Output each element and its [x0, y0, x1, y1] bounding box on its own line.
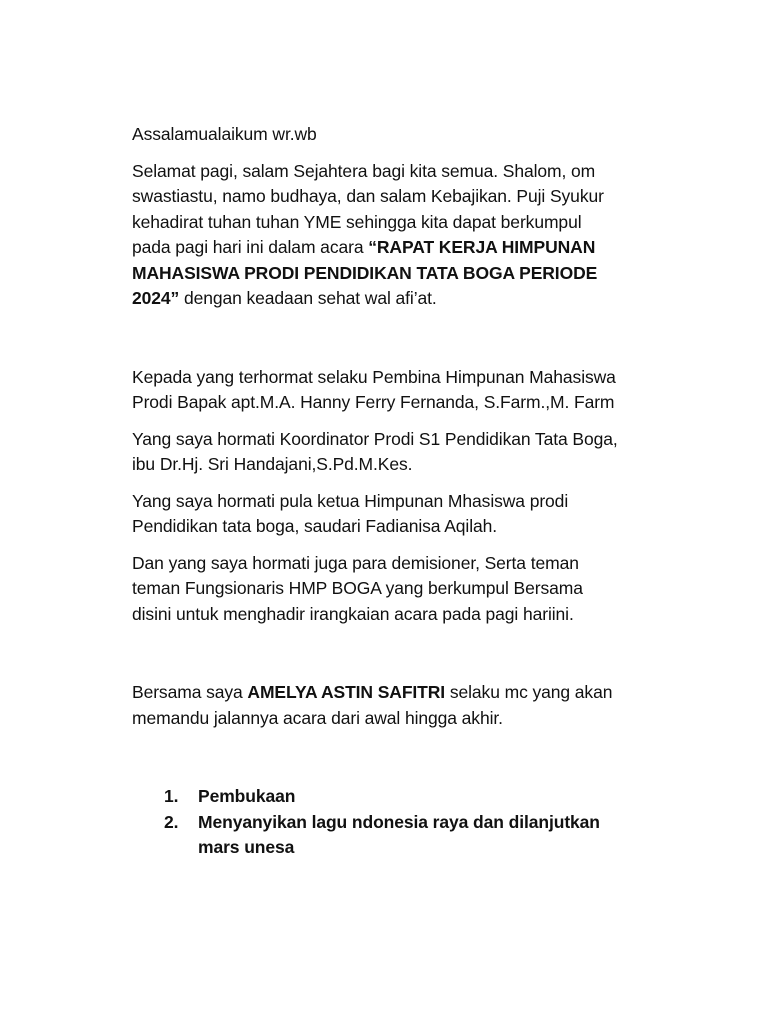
- agenda-number: 2.: [164, 811, 179, 832]
- opening-text-after: dengan keadaan sehat wal afi’at.: [179, 288, 437, 308]
- respect-paragraph-ketua: Yang saya hormati pula ketua Himpunan Mhasiswa prodi Pendidikan tata boga, saudari Fadianisa Aqilah.: [132, 490, 569, 536]
- mc-paragraph: [132, 680, 622, 731]
- event-name: “RAPAT KERJA HIMPUNAN MAHASISWA PRODI PENDIDIKAN TATA BOGA PERIODE 2024”: [132, 237, 598, 308]
- agenda-list: [132, 784, 622, 861]
- opening-paragraph: [132, 159, 622, 312]
- greeting: Assalamualaikum wr.wb: [132, 124, 317, 144]
- mc-text-before: Bersama saya: [132, 682, 248, 702]
- agenda-item: [132, 784, 622, 810]
- respect-paragraph-pembina: Kepada yang terhormat selaku Pembina Himpunan Mahasiswa Prodi Bapak apt.M.A. Hanny Ferry Fernanda, S.Farm.,M. Farm: [132, 366, 616, 412]
- opening-text-before: Selamat pagi, salam Sejahtera bagi kita semua. Shalom, om swastiastu, namo budhaya, dan salam Kebajikan. Puji Syukur kehadirat tuhan tuhan YME sehingga kita dapat berkumpul pada pagi hari ini dalam acara: [132, 160, 604, 257]
- agenda-text: Pembukaan: [198, 786, 296, 806]
- agenda-item: [132, 810, 622, 861]
- mc-text-after: selaku mc yang akan memandu jalannya acara dari awal hingga akhir.: [132, 682, 613, 728]
- mc-name: AMELYA ASTIN SAFITRI: [247, 682, 446, 702]
- document-page: [132, 122, 622, 861]
- agenda-text: Menyanyikan lagu ndonesia raya dan dilanjutkan mars unesa: [198, 811, 600, 857]
- respect-paragraph-demisioner: Dan yang saya hormati juga para demisioner, Serta teman teman Fungsionaris HMP BOGA yang berkumpul Bersama disini untuk menghadir irangkaian acara pada pagi hariini.: [132, 552, 583, 624]
- agenda-number: 1.: [164, 786, 179, 806]
- respect-paragraph-koordinator: Yang saya hormati Koordinator Prodi S1 Pendidikan Tata Boga, ibu Dr.Hj. Sri Handajani,S.Pd.M.Kes.: [132, 428, 618, 474]
